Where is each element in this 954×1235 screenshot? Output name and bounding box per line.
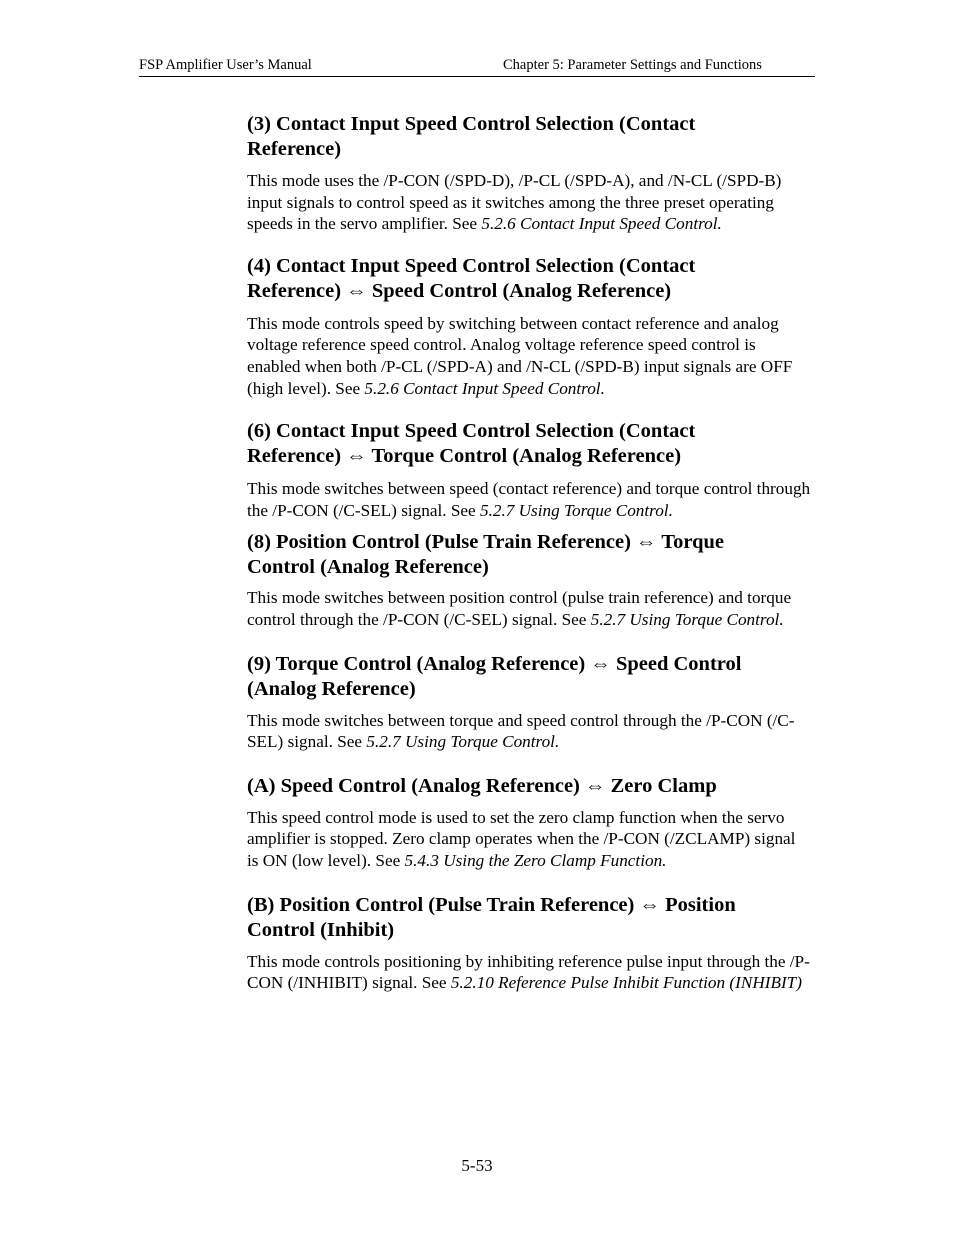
body-text: This speed control mode is used to set the zero clamp function when the servo amplifier is stopped. Zero clamp operates when the /P-CON (/ZCLAMP) signal is ON (low level). See bbox=[247, 807, 796, 870]
section-3 bbox=[247, 112, 817, 235]
section-6 bbox=[247, 419, 817, 521]
section-heading: (6) Contact Input Speed Control Selection (Contact Reference) ⇔ Torque Control (Analog Reference) bbox=[247, 420, 696, 468]
section-body bbox=[247, 807, 797, 872]
section-body bbox=[247, 313, 807, 399]
section-heading: (4) Contact Input Speed Control Selection (Contact Reference) ⇔ Speed Control (Analog Reference) bbox=[247, 254, 696, 302]
body-text: This mode switches between torque and speed control through the /P-CON (/C-SEL) signal. See bbox=[247, 710, 795, 752]
section-heading: (8) Position Control (Pulse Train Reference) ⇔ Torque Control (Analog Reference) bbox=[247, 531, 724, 579]
section-body bbox=[247, 710, 817, 753]
cross-reference: 5.2.7 Using Torque Control. bbox=[366, 732, 560, 752]
body-text: This mode controls speed by switching between contact reference and analog voltage reference speed control. Analog voltage reference speed control is enabled when both /P-CL (/SPD-A) and /N-CL (/SPD-B) input signals are OFF (high level). See bbox=[247, 313, 793, 398]
cross-reference: 5.2.6 Contact Input Speed Control. bbox=[481, 214, 722, 234]
section-body bbox=[247, 478, 817, 521]
body-text: This mode controls positioning by inhibiting reference pulse input through the /P-CON (/INHIBIT) signal. See bbox=[247, 951, 810, 993]
page-header bbox=[139, 56, 815, 77]
cross-reference: 5.2.10 Reference Pulse Inhibit Function (INHIBIT) bbox=[450, 973, 802, 993]
cross-reference: 5.2.6 Contact Input Speed Control. bbox=[364, 378, 605, 398]
page-content bbox=[247, 112, 817, 994]
cross-reference: 5.2.7 Using Torque Control. bbox=[590, 609, 784, 629]
body-text: This mode switches between speed (contact reference) and torque control through the /P-CON (/C-SEL) signal. See bbox=[247, 479, 811, 520]
section-heading: (A) Speed Control (Analog Reference) ⇔ Zero Clamp bbox=[247, 774, 717, 797]
cross-reference: 5.2.7 Using Torque Control. bbox=[479, 500, 673, 520]
section-b bbox=[247, 893, 817, 994]
manual-title: FSP Amplifier User’s Manual bbox=[139, 57, 312, 73]
section-heading: (3) Contact Input Speed Control Selection (Contact Reference) bbox=[247, 113, 696, 160]
body-text: This mode switches between position control (pulse train reference) and torque control through the /P-CON (/C-SEL) signal. See bbox=[247, 588, 792, 629]
section-heading: (9) Torque Control (Analog Reference) ⇔ Speed Control (Analog Reference) bbox=[247, 652, 742, 700]
section-body bbox=[247, 951, 812, 994]
section-4 bbox=[247, 254, 817, 399]
section-heading: (B) Position Control (Pulse Train Reference) ⇔ Position Control (Inhibit) bbox=[247, 893, 736, 941]
body-text: This mode uses the /P-CON (/SPD-D), /P-CL (/SPD-A), and /N-CL (/SPD-B) input signals to control speed as it switches among the three preset operating speeds in the servo amplifier. See bbox=[247, 171, 782, 234]
section-8 bbox=[247, 530, 817, 630]
cross-reference: 5.4.3 Using the Zero Clamp Function. bbox=[404, 850, 667, 870]
section-9 bbox=[247, 652, 817, 753]
section-body bbox=[247, 170, 817, 235]
section-body bbox=[247, 587, 807, 630]
page-number: 5-53 bbox=[461, 1156, 493, 1175]
chapter-title: Chapter 5: Parameter Settings and Functions bbox=[503, 57, 762, 73]
section-a bbox=[247, 774, 817, 872]
